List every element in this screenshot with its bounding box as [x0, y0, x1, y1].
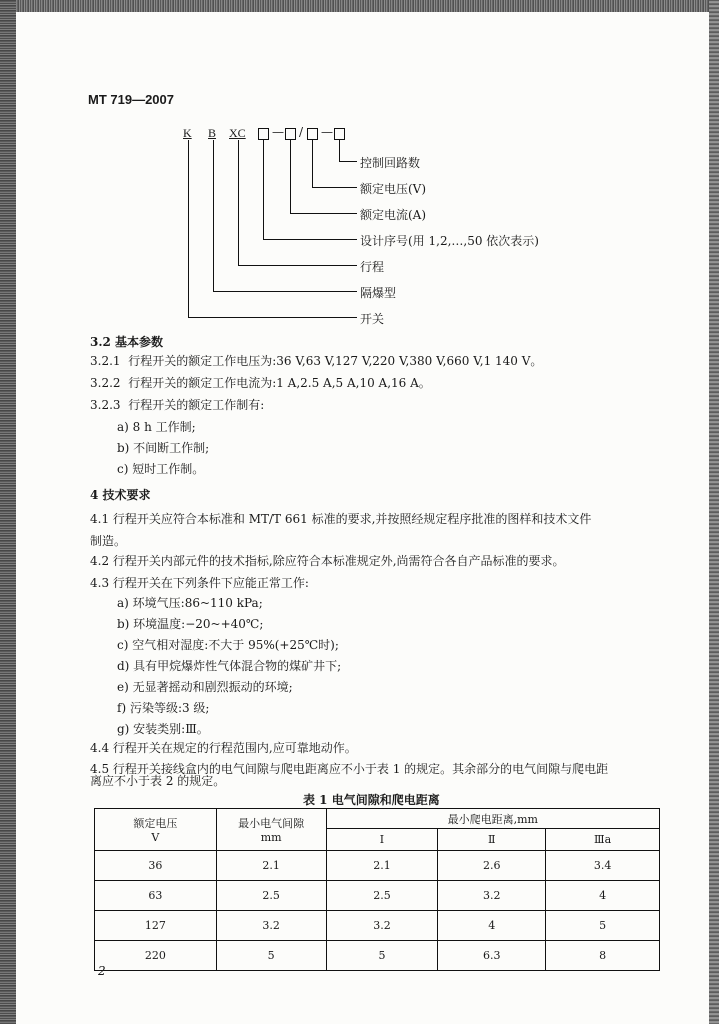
paragraph-4-3: 4.3 行程开关在下列条件下应能正常工作:: [90, 576, 309, 590]
header-unit: mm: [260, 831, 282, 844]
table-row: [95, 941, 660, 971]
label-design-serial: 设计序号(用 1,2,…,50 依次表示): [360, 234, 539, 248]
leader-line: [263, 239, 357, 240]
clause-number: 3.2.3: [90, 398, 121, 412]
table-cell: 5: [326, 941, 438, 971]
separator-dash-1: —: [272, 125, 284, 139]
leader-line: [263, 140, 264, 240]
list-item: a) 8 h 工作制;: [117, 420, 196, 434]
table-cell: 36: [95, 851, 217, 881]
code-letter-xc: XC: [229, 126, 246, 140]
leader-line: [188, 317, 357, 318]
placeholder-box-3: [307, 128, 318, 140]
label-rated-current: 额定电流(A): [360, 208, 427, 222]
label-switch: 开关: [360, 312, 385, 326]
list-item: a) 环境气压:86~110 kPa;: [117, 596, 263, 610]
table-cell: 220: [95, 941, 217, 971]
clearance-creepage-table: [94, 808, 660, 971]
header-min-clearance: [216, 809, 326, 851]
standard-code-header: MT 719—2007: [88, 92, 174, 107]
code-letter-k: K: [183, 126, 192, 140]
list-item: b) 不间断工作制;: [117, 441, 210, 455]
header-group-iiia: Ⅲa: [546, 829, 660, 851]
header-group-i: Ⅰ: [326, 829, 438, 851]
paragraph-3-2-2: [90, 374, 431, 391]
leader-line: [290, 140, 291, 214]
leader-line: [312, 140, 313, 188]
leader-line: [213, 291, 357, 292]
header-min-creepage: 最小爬电距离,mm: [326, 809, 659, 829]
placeholder-box-2: [285, 128, 296, 140]
header-text: 最小电气间隙: [238, 817, 305, 830]
table-cell: 3.2: [438, 881, 546, 911]
paragraph-4-1-line1: 4.1 行程开关应符合本标准和 MT/T 661 标准的要求,并按照经规定程序批准的图样和技术文件: [90, 512, 592, 526]
table-cell: 127: [95, 911, 217, 941]
table-caption: 表 1 电气间隙和爬电距离: [303, 793, 440, 807]
table-row: [95, 881, 660, 911]
section-3-2-title: 3.2 基本参数: [90, 335, 164, 349]
header-group-ii: Ⅱ: [438, 829, 546, 851]
clause-number: 3.2.2: [90, 376, 121, 390]
table-cell: 2.5: [216, 881, 326, 911]
table-cell: 6.3: [438, 941, 546, 971]
leader-line: [213, 140, 214, 292]
paragraph-4-5-line2: 离应不小于表 2 的规定。: [90, 774, 226, 788]
paragraph-4-4: 4.4 行程开关在规定的行程范围内,应可靠地动作。: [90, 741, 357, 755]
clause-number: 3.2.1: [90, 354, 121, 368]
label-control-circuits: 控制回路数: [360, 156, 421, 170]
code-letter-b: B: [208, 126, 217, 140]
header-unit: V: [151, 831, 160, 844]
table-cell: 2.1: [326, 851, 438, 881]
leader-line: [339, 140, 340, 162]
clause-text: 行程开关的额定工作电流为:1 A,2.5 A,5 A,10 A,16 A。: [128, 376, 431, 390]
table-cell: 2.6: [438, 851, 546, 881]
table-cell: 63: [95, 881, 217, 911]
scan-edge-top: [0, 0, 719, 12]
table-cell: 3.2: [216, 911, 326, 941]
leader-line: [238, 140, 239, 266]
paragraph-3-2-1: [90, 352, 542, 369]
scan-edge-right: [709, 0, 719, 1024]
paragraph-4-2: 4.2 行程开关内部元件的技术指标,除应符合本标准规定外,尚需符合各自产品标准的要求。: [90, 554, 565, 568]
page-number: 2: [98, 964, 106, 978]
section-4-title: 4 技术要求: [90, 488, 151, 502]
table-cell: 2.5: [326, 881, 438, 911]
table-cell: 3.4: [546, 851, 660, 881]
separator-slash: /: [299, 125, 304, 139]
placeholder-box-1: [258, 128, 269, 140]
header-rated-voltage: [95, 809, 217, 851]
clause-text: 行程开关的额定工作电压为:36 V,63 V,127 V,220 V,380 V,660 V,1 140 V。: [128, 354, 543, 368]
list-item: b) 环境温度:−20~+40℃;: [117, 617, 264, 631]
leader-line: [238, 265, 357, 266]
label-flameproof: 隔爆型: [360, 286, 397, 300]
scan-edge-left: [0, 0, 16, 1024]
table-cell: 4: [438, 911, 546, 941]
list-item: c) 短时工作制。: [117, 462, 205, 476]
table-cell: 3.2: [326, 911, 438, 941]
table-cell: 5: [546, 911, 660, 941]
table-row: [95, 851, 660, 881]
list-item: c) 空气相对湿度:不大于 95%(+25℃时);: [117, 638, 339, 652]
label-rated-voltage: 额定电压(V): [360, 182, 427, 196]
table-cell: 5: [216, 941, 326, 971]
header-text: 额定电压: [133, 817, 178, 830]
label-stroke: 行程: [360, 260, 385, 274]
leader-line: [339, 161, 357, 162]
list-item: d) 具有甲烷爆炸性气体混合物的煤矿井下;: [117, 659, 342, 673]
table-cell: 4: [546, 881, 660, 911]
placeholder-box-4: [334, 128, 345, 140]
list-item: g) 安装类别:Ⅲ。: [117, 722, 209, 736]
paragraph-3-2-3: [90, 396, 264, 413]
table-cell: 2.1: [216, 851, 326, 881]
leader-line: [312, 187, 357, 188]
table-row: [95, 911, 660, 941]
separator-dash-2: —: [321, 125, 333, 139]
leader-line: [188, 140, 189, 318]
paragraph-4-5-line1: 4.5 行程开关接线盒内的电气间隙与爬电距离应不小于表 1 的规定。其余部分的电气间隙与爬电距: [90, 762, 609, 776]
list-item: e) 无显著摇动和剧烈振动的环境;: [117, 680, 293, 694]
table-cell: 8: [546, 941, 660, 971]
paragraph-4-1-line2: 制造。: [90, 534, 127, 548]
clause-text: 行程开关的额定工作制有:: [128, 398, 265, 412]
leader-line: [290, 213, 357, 214]
list-item: f) 污染等级:3 级;: [117, 701, 210, 715]
